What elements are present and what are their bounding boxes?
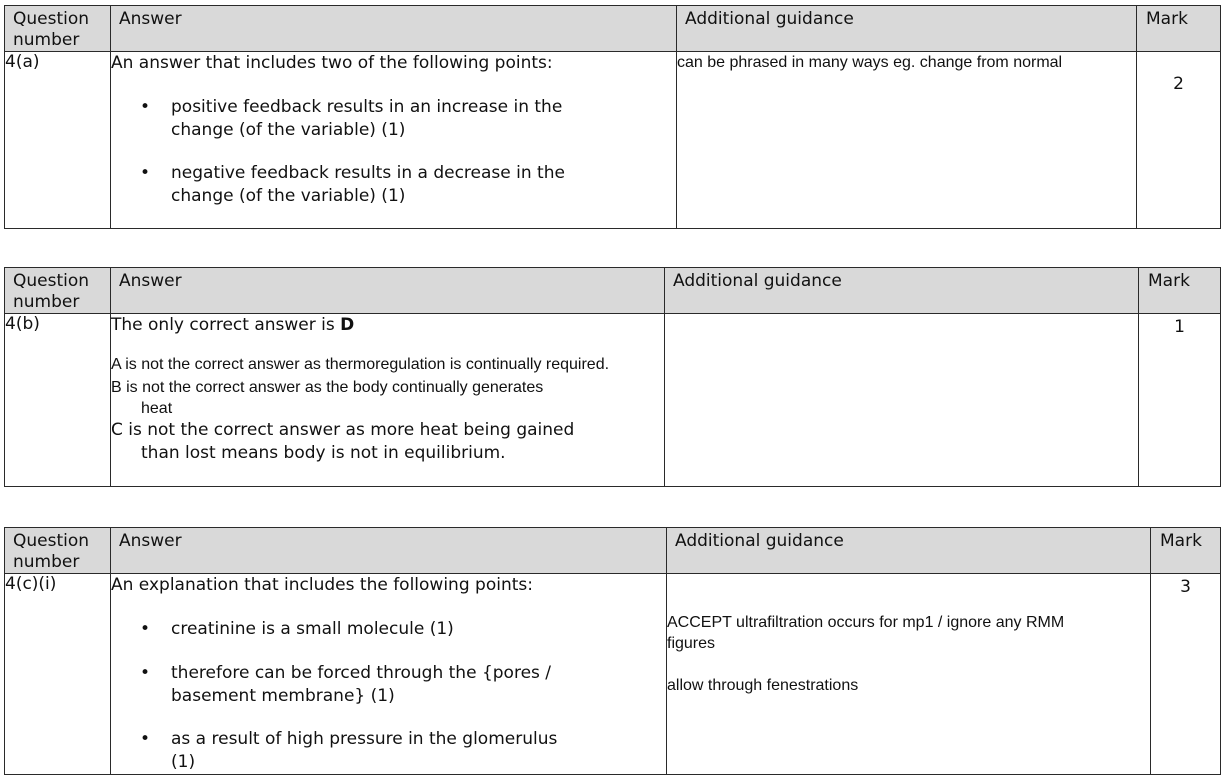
answer-cell xyxy=(111,52,677,229)
reason-c-line2: than lost means body is not in equilibrium. xyxy=(141,443,506,463)
header-question-number: Question number xyxy=(5,6,111,52)
mark-cell xyxy=(1151,574,1221,775)
answer-point: • negative feedback results in a decrease in the change (of the variable) (1) xyxy=(111,162,581,208)
guidance-cell xyxy=(665,314,1139,487)
header-answer: Answer xyxy=(111,6,677,52)
guidance-cell: can be phrased in many ways eg. change from normal xyxy=(677,52,1137,229)
answer-intro: An answer that includes two of the following points: xyxy=(111,53,553,73)
answer-point: • therefore can be forced through the {pores / basement membrane} (1) xyxy=(111,662,581,708)
question-number: 4(c)(i) xyxy=(5,574,111,775)
answer-intro-text: The only correct answer is xyxy=(111,315,335,335)
answer-point: • creatinine is a small molecule (1) xyxy=(111,618,581,641)
header-mark: Mark xyxy=(1139,268,1221,314)
answer-points xyxy=(111,618,581,774)
mark-scheme-table-4a xyxy=(4,5,1221,229)
guidance-cell xyxy=(667,574,1151,775)
answer-points xyxy=(111,96,581,208)
answer-cell xyxy=(111,574,667,775)
mark-cell xyxy=(1137,52,1221,229)
mark-value: 1 xyxy=(1174,317,1185,337)
reason-b xyxy=(111,377,664,419)
header-question-number: Question number xyxy=(5,528,111,574)
header-answer: Answer xyxy=(111,528,667,574)
header-mark: Mark xyxy=(1137,6,1221,52)
header-question-number: Question number xyxy=(5,268,111,314)
mark-scheme-table-4b xyxy=(4,267,1221,487)
mark-scheme-table-4ci xyxy=(4,527,1221,775)
header-additional-guidance: Additional guidance xyxy=(667,528,1151,574)
mark-value: 3 xyxy=(1180,577,1191,597)
reason-b-line1: B is not the correct answer as the body continually generates xyxy=(111,379,544,396)
mark-cell xyxy=(1139,314,1221,487)
answer-point: • as a result of high pressure in the glomerulus (1) xyxy=(111,728,581,774)
guidance-accept: ACCEPT ultrafiltration occurs for mp1 / ignore any RMM figures xyxy=(667,614,1065,652)
answer-intro: An explanation that includes the following points: xyxy=(111,575,533,595)
answer-cell xyxy=(111,314,665,487)
question-number: 4(a) xyxy=(5,52,111,229)
correct-letter: D xyxy=(340,315,355,335)
reason-c xyxy=(111,419,664,465)
question-number: 4(b) xyxy=(5,314,111,487)
header-answer: Answer xyxy=(111,268,665,314)
header-additional-guidance: Additional guidance xyxy=(677,6,1137,52)
guidance-allow: allow through fenestrations xyxy=(667,677,859,694)
header-mark: Mark xyxy=(1151,528,1221,574)
mark-value: 2 xyxy=(1173,74,1184,94)
reason-b-line2: heat xyxy=(141,400,173,417)
answer-point: • positive feedback results in an increase in the change (of the variable) (1) xyxy=(111,96,581,142)
answer-intro xyxy=(111,314,664,337)
reason-a: A is not the correct answer as thermoregulation is continually required. xyxy=(111,356,610,373)
reason-c-line1: C is not the correct answer as more heat being gained xyxy=(111,420,575,440)
header-additional-guidance: Additional guidance xyxy=(665,268,1139,314)
